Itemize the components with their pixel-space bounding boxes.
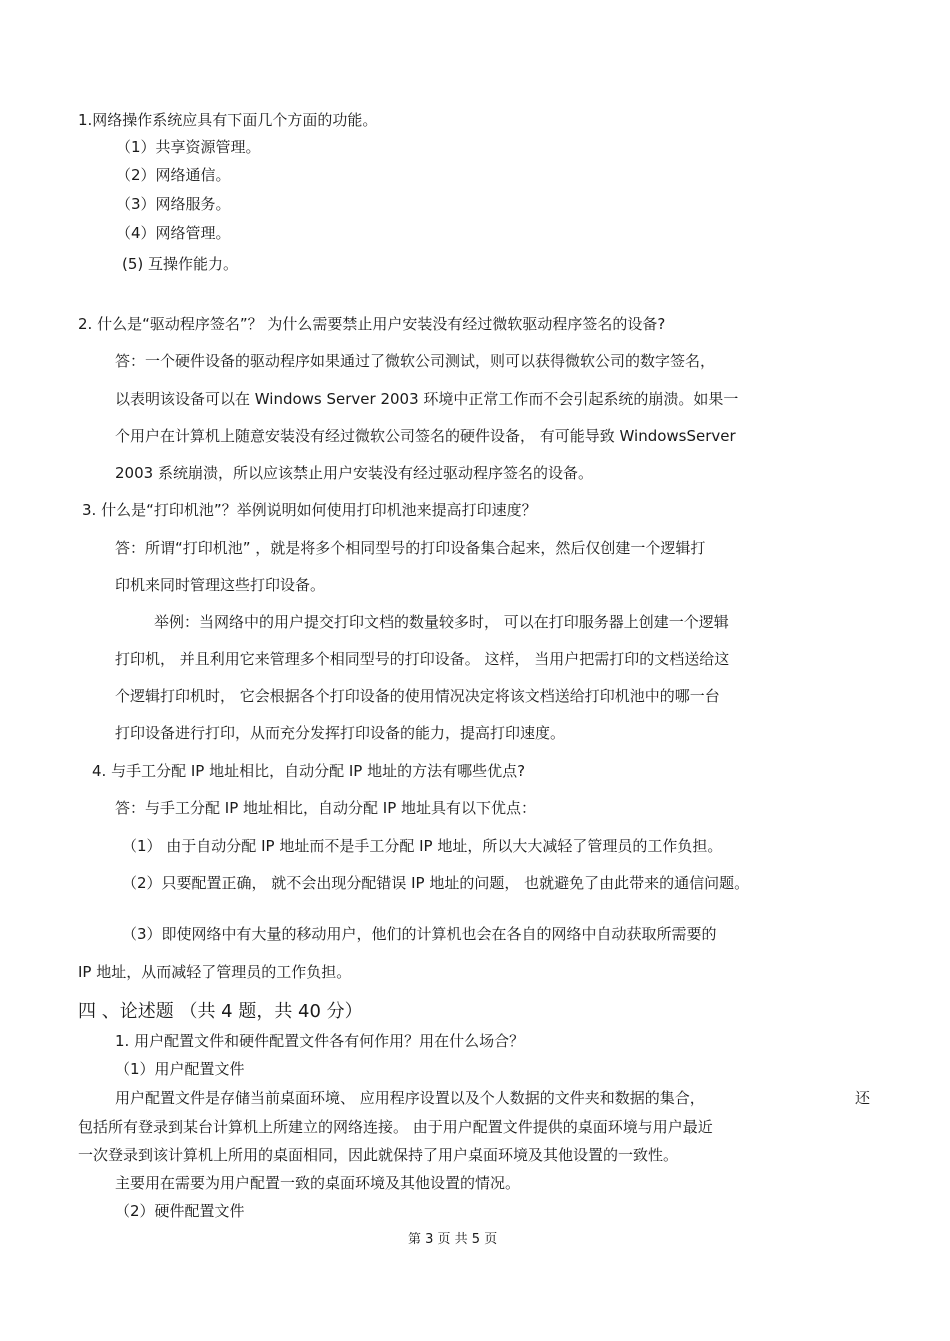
essay-sub-heading-2: （2）硬件配置文件 bbox=[115, 1202, 245, 1220]
q2-answer-line-3: 个用户在计算机上随意安装没有经过微软公司签名的硬件设备， 有可能导致 WindowsServer bbox=[115, 427, 736, 445]
essay-para-line-4: 主要用在需要为用户配置一致的桌面环境及其他设置的情况。 bbox=[115, 1174, 521, 1192]
section-heading: 四 、论述题 （共 4 题，共 40 分） bbox=[78, 1001, 363, 1022]
essay-para-line-1-tail: 还 bbox=[855, 1089, 871, 1107]
q4-point-1: （1） 由于自动分配 IP 地址而不是手工分配 IP 地址，所以大大减轻了管理员的工作负担。 bbox=[122, 837, 723, 855]
q1-title: 1.网络操作系统应具有下面几个方面的功能。 bbox=[78, 111, 378, 129]
q1-item-2: （2）网络通信。 bbox=[116, 166, 231, 184]
q3-example-line-1: 举例：当网络中的用户提交打印文档的数量较多时， 可以在打印服务器上创建一个逻辑 bbox=[154, 613, 729, 631]
essay-q1-title: 1. 用户配置文件和硬件配置文件各有何作用？用在什么场合？ bbox=[115, 1032, 525, 1050]
q2-answer-line-1: 答：一个硬件设备的驱动程序如果通过了微软公司测试，则可以获得微软公司的数字签名， bbox=[115, 352, 716, 370]
q4-point-3-continued: IP 地址，从而减轻了管理员的工作负担。 bbox=[78, 963, 352, 981]
q2-answer-line-4: 2003 系统崩溃，所以应该禁止用户安装没有经过驱动程序签名的设备。 bbox=[115, 464, 593, 482]
q1-item-5: (5) 互操作能力。 bbox=[122, 255, 239, 273]
q3-example-line-4: 打印设备进行打印，从而充分发挥打印设备的能力，提高打印速度。 bbox=[115, 724, 566, 742]
q3-example-line-3: 个逻辑打印机时， 它会根据各个打印设备的使用情况决定将该文档送给打印机池中的哪一台 bbox=[115, 687, 720, 705]
q1-item-4: （4）网络管理。 bbox=[116, 224, 231, 242]
q2-answer-line-2: 以表明该设备可以在 Windows Server 2003 环境中正常工作而不会引起系统的崩溃。如果一 bbox=[115, 390, 739, 408]
q4-title: 4. 与手工分配 IP 地址相比，自动分配 IP 地址的方法有哪些优点? bbox=[92, 762, 526, 780]
q4-answer: 答：与手工分配 IP 地址相比，自动分配 IP 地址具有以下优点： bbox=[115, 799, 537, 817]
q3-title: 3. 什么是“打印机池”？举例说明如何使用打印机池来提高打印速度？ bbox=[82, 501, 537, 519]
essay-para-line-2: 包括所有登录到某台计算机上所建立的网络连接。 由于用户配置文件提供的桌面环境与用户最近 bbox=[78, 1118, 713, 1136]
q3-example-line-2: 打印机， 并且利用它来管理多个相同型号的打印设备。 这样， 当用户把需打印的文档送给这 bbox=[115, 650, 730, 668]
q4-point-3: （3）即使网络中有大量的移动用户，他们的计算机也会在各自的网络中自动获取所需要的 bbox=[122, 925, 717, 943]
q3-answer-line-2: 印机来同时管理这些打印设备。 bbox=[115, 576, 326, 594]
q3-answer-line-1: 答：所谓“打印机池” ，就是将多个相同型号的打印设备集合起来，然后仅创建一个逻辑打 bbox=[115, 539, 706, 557]
page-footer: 第 3 页 共 5 页 bbox=[408, 1232, 498, 1247]
essay-para-line-1: 用户配置文件是存储当前桌面环境、 应用程序设置以及个人数据的文件夹和数据的集合， bbox=[115, 1089, 705, 1107]
essay-para-line-3: 一次登录到该计算机上所用的桌面相同，因此就保持了用户桌面环境及其他设置的一致性。 bbox=[78, 1146, 679, 1164]
q1-item-3: （3）网络服务。 bbox=[116, 195, 231, 213]
q2-title: 2. 什么是“驱动程序签名”？ 为什么需要禁止用户安装没有经过微软驱动程序签名的设备? bbox=[78, 315, 666, 333]
q4-point-2: （2）只要配置正确， 就不会出现分配错误 IP 地址的问题， 也就避免了由此带来的通信问题。 bbox=[122, 874, 750, 892]
q1-item-1: （1）共享资源管理。 bbox=[116, 138, 261, 156]
essay-sub-heading-1: （1）用户配置文件 bbox=[115, 1060, 245, 1078]
